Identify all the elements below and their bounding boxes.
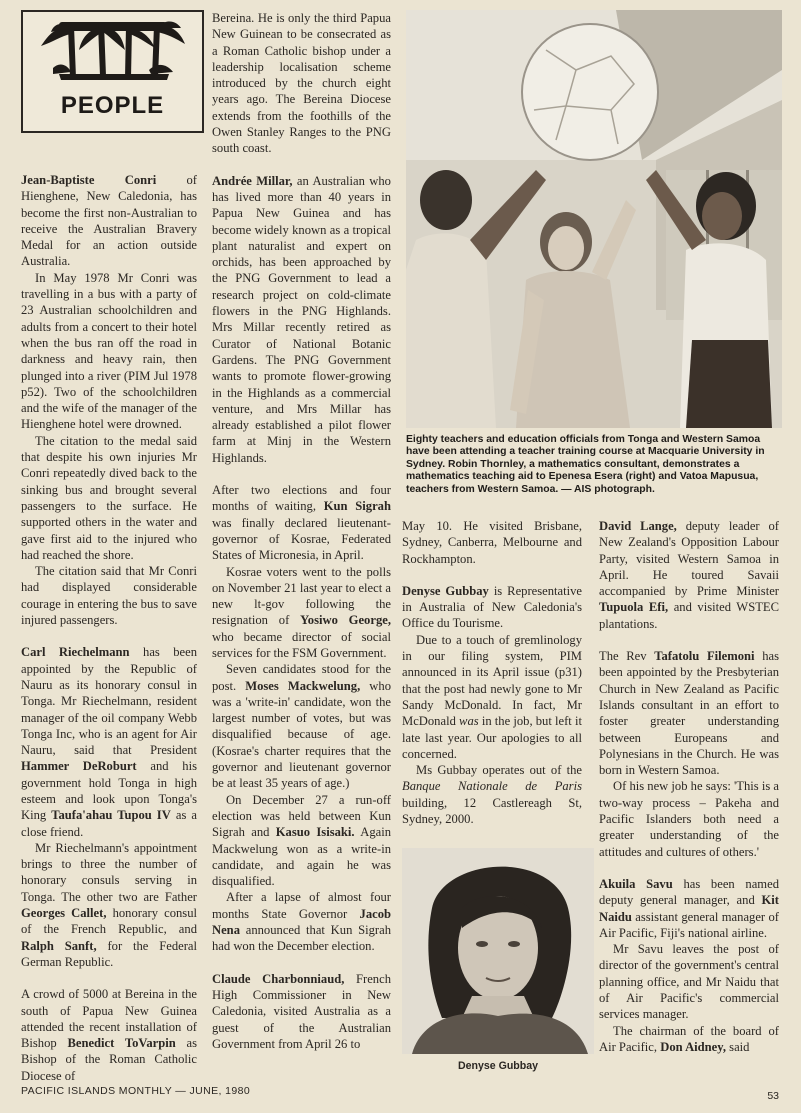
column-2: [212, 10, 391, 1052]
body-paragraph: Kosrae voters went to the polls on November 21 last year to elect a new lt-gov following the resignation of Yosiwo George, who became director of social services for the FSM Government.: [212, 564, 391, 660]
person-name: Jacob Nena: [212, 906, 391, 938]
section-title: PEOPLE: [60, 92, 165, 119]
column-3: [402, 518, 582, 827]
millar-paragraph: Andrée Millar, an Australian who has lived more than 40 years in Papua New Guinea and has become widely known as a tropical plant naturalist and expert on orchids, has been approached by the PNG Government to lead a research project on cold-climate flowers in the PNG Highlands. Mrs Millar recently retired as Curator of National Botanic Gardens. The PNG Government wants to promote flower-growing in the Highlands as a commercial venture, and Mrs Millar has already established a pilot flower farm at Minj in the Western Highlands.: [212, 173, 391, 465]
sigrah-paragraph: After two elections and four months of waiting, Kun Sigrah was finally declared lieutenant-governor of Kosrae, Federated States of Micronesia, in April.: [212, 483, 391, 563]
person-name: Denyse Gubbay: [402, 583, 489, 598]
body-paragraph: The chairman of the board of Air Pacific, Don Aidney, said: [599, 1023, 779, 1054]
charbonniaud-continued: May 10. He visited Brisbane, Sydney, Canberra, Melbourne and Rockhampton.: [402, 519, 582, 566]
column-1: [21, 172, 197, 1084]
palm-trees-icon: [23, 12, 202, 92]
person-name: Kasuo Isisaki.: [275, 825, 355, 840]
body-paragraph: The citation to the medal said that despite his own injuries Mr Conri repeatedly dived back to the sinking bus and brought several passengers to the surface. He supported others in the water and gave first aid to the injured who had reached the shore.: [21, 433, 197, 562]
body-paragraph: After a lapse of almost four months State Governor Jacob Nena announced that Kun Sigrah had won the December election.: [212, 890, 391, 954]
body-paragraph: Seven candidates stood for the post. Moses Mackwelung, who was a 'write-in' candidate, won the largest number of votes, but was disqualified because of age. (Kosrae's charter requires that the governor and lieutenant governor be at least 35 years of age.): [212, 662, 391, 791]
body-paragraph: The citation said that Mr Conri had displayed considerable courage in entering the bus to save injured passengers.: [21, 564, 197, 628]
photo-caption: Denyse Gubbay: [457, 1060, 539, 1072]
column-4: [599, 518, 779, 1055]
body-paragraph: On December 27 a run-off election was held between Kun Sigrah and Kasuo Isisaki. Again Mackwelung won as a write-in candidate, and again he was disqualified.: [212, 792, 391, 889]
body-paragraph: Mr Riechelmann's appointment brings to three the number of honorary consuls serving in Tonga. The other two are Father Georges Callet, honorary consul of the French Republic, and Ralph Sanft, for the Federal German Republic.: [21, 840, 197, 969]
riechelmann-paragraph: Carl Riechelmann has been appointed by the Republic of Nauru as its honorary consul in Tonga. Mr Riechelmann, resident manager of the oil company Webb Tonga Inc, who is an agent for Air Nauru, said that President Hammer DeRoburt and his government hold Tonga in high esteem and look upon Tonga's King Taufa'ahau Tupou IV as a close friend.: [21, 645, 198, 839]
person-name: Claude Charbonniaud,: [212, 971, 345, 986]
body-paragraph: In May 1978 Mr Conri was travelling in a bus with a party of 23 Australian schoolchildren and adults from a concert to their hotel when the bus ran off the road in darkness and heavy rain, then plunged into a river (PIM Jul 1978 p52). Two of the schoolchildren and the wife of the manager of the Hienghene hotel were drowned.: [21, 270, 197, 432]
person-name: Tupuola Efi,: [599, 600, 669, 615]
person-name: Georges Callet,: [21, 906, 107, 921]
person-name: Benedict ToVarpin: [67, 1036, 176, 1051]
person-name: Jean-Baptiste Conri: [21, 173, 157, 187]
bereina-paragraph: A crowd of 5000 at Bereina in the south of Papua New Guinea attended the recent installation of Bishop Benedict ToVarpin as Bishop of the Roman Catholic Diocese of: [21, 987, 198, 1083]
lange-paragraph: David Lange, deputy leader of New Zealand's Opposition Labour Party, visited Western Samoa in April. He toured Savaii accompanied by Prime Minister Tupuola Efi, and visited WSTEC plantations.: [599, 519, 779, 631]
charbonniaud-paragraph: Claude Charbonniaud, French High Commissioner in New Caledonia, visited Australia as a guest of the Australian Government from April 26 to: [212, 971, 391, 1051]
gubbay-portrait: [402, 848, 594, 1054]
page-footer: PACIFIC ISLANDS MONTHLY — JUNE, 1980: [21, 1085, 251, 1097]
person-name: Carl Riechelmann: [21, 645, 130, 660]
person-name: Kit Naidu: [599, 893, 779, 924]
teachers-photo: [406, 10, 782, 428]
person-name: Yosiwo George,: [300, 613, 391, 628]
filemoni-paragraph: The Rev Tafatolu Filemoni has been appointed by the Presbyterian Church in New Zealand as Pacific Islands consultant in an effort to foster greater understanding between Europeans and Polynesians in the Church. He was born in Western Samoa.: [599, 649, 779, 778]
gubbay-paragraph: Denyse Gubbay is Representative in Australia of New Caledonia's Office du Tourisme.: [402, 583, 582, 631]
person-name: Andrée Millar,: [212, 173, 293, 188]
person-name: Hammer DeRoburt: [21, 759, 137, 774]
person-name: Don Aidney,: [660, 1039, 727, 1054]
person-name: Ralph Sanft,: [21, 938, 97, 953]
bereina-continued: Bereina. He is only the third Papua New Guinean to be consecrated as a Roman Catholic bishop under a leadership localisation scheme introduced by the church eight years ago. The Bereina Diocese extends from the foothills of the Owen Stanley Ranges to the PNG south coast.: [212, 11, 391, 156]
section-logo: [21, 10, 204, 133]
person-name: Taufa'ahau Tupou IV: [51, 808, 171, 823]
body-paragraph: Due to a touch of gremlinology in our filing system, PIM announced in its April issue (p31) that the post had newly gone to Mr Sandy McDonald. In fact, Mr McDonald was in the job, but left it late last year. Our apologies to all concerned.: [402, 632, 582, 761]
photo-caption: Eighty teachers and education officials from Tonga and Western Samoa have been attending a teacher training course at Macquarie University in Sydney. Robin Thornley, a mathematics consultant, demonstrates a mathematics teaching aid to Epenesa Esera (right) and Vatoa Mapusua, teachers from Western Samoa. — AIS photograph.: [406, 434, 765, 495]
body-paragraph: Of his new job he says: 'This is a two-way process – Pakeha and Pacific Islanders both need a greater understanding of the attitudes and cultures of others.': [599, 779, 779, 859]
person-name: Tafatolu Filemoni: [654, 649, 755, 664]
body-paragraph: Mr Savu leaves the post of director of the government's central planning office, and Mr Naidu that of Air Pacific's commercial services manager.: [599, 942, 779, 1022]
person-name: Moses Mackwelung,: [245, 678, 361, 693]
person-name: David Lange,: [599, 519, 677, 533]
page-number: 53: [767, 1090, 779, 1102]
savu-paragraph: Akuila Savu has been named deputy general manager, and Kit Naidu assistant general manager of Air Pacific, Fiji's national airline.: [599, 876, 779, 940]
person-name: Akuila Savu: [599, 876, 673, 891]
body-paragraph: Ms Gubbay operates out of the Banque Nationale de Paris building, 12 Castlereagh St, Sydney, 2000.: [402, 763, 582, 827]
person-name: Kun Sigrah: [323, 499, 391, 514]
conri-paragraph: Jean-Baptiste Conri of Hienghene, New Caledonia, has become the first non-Australian to receive the Australian Bravery Medal for an action outside Australia.: [21, 173, 197, 269]
